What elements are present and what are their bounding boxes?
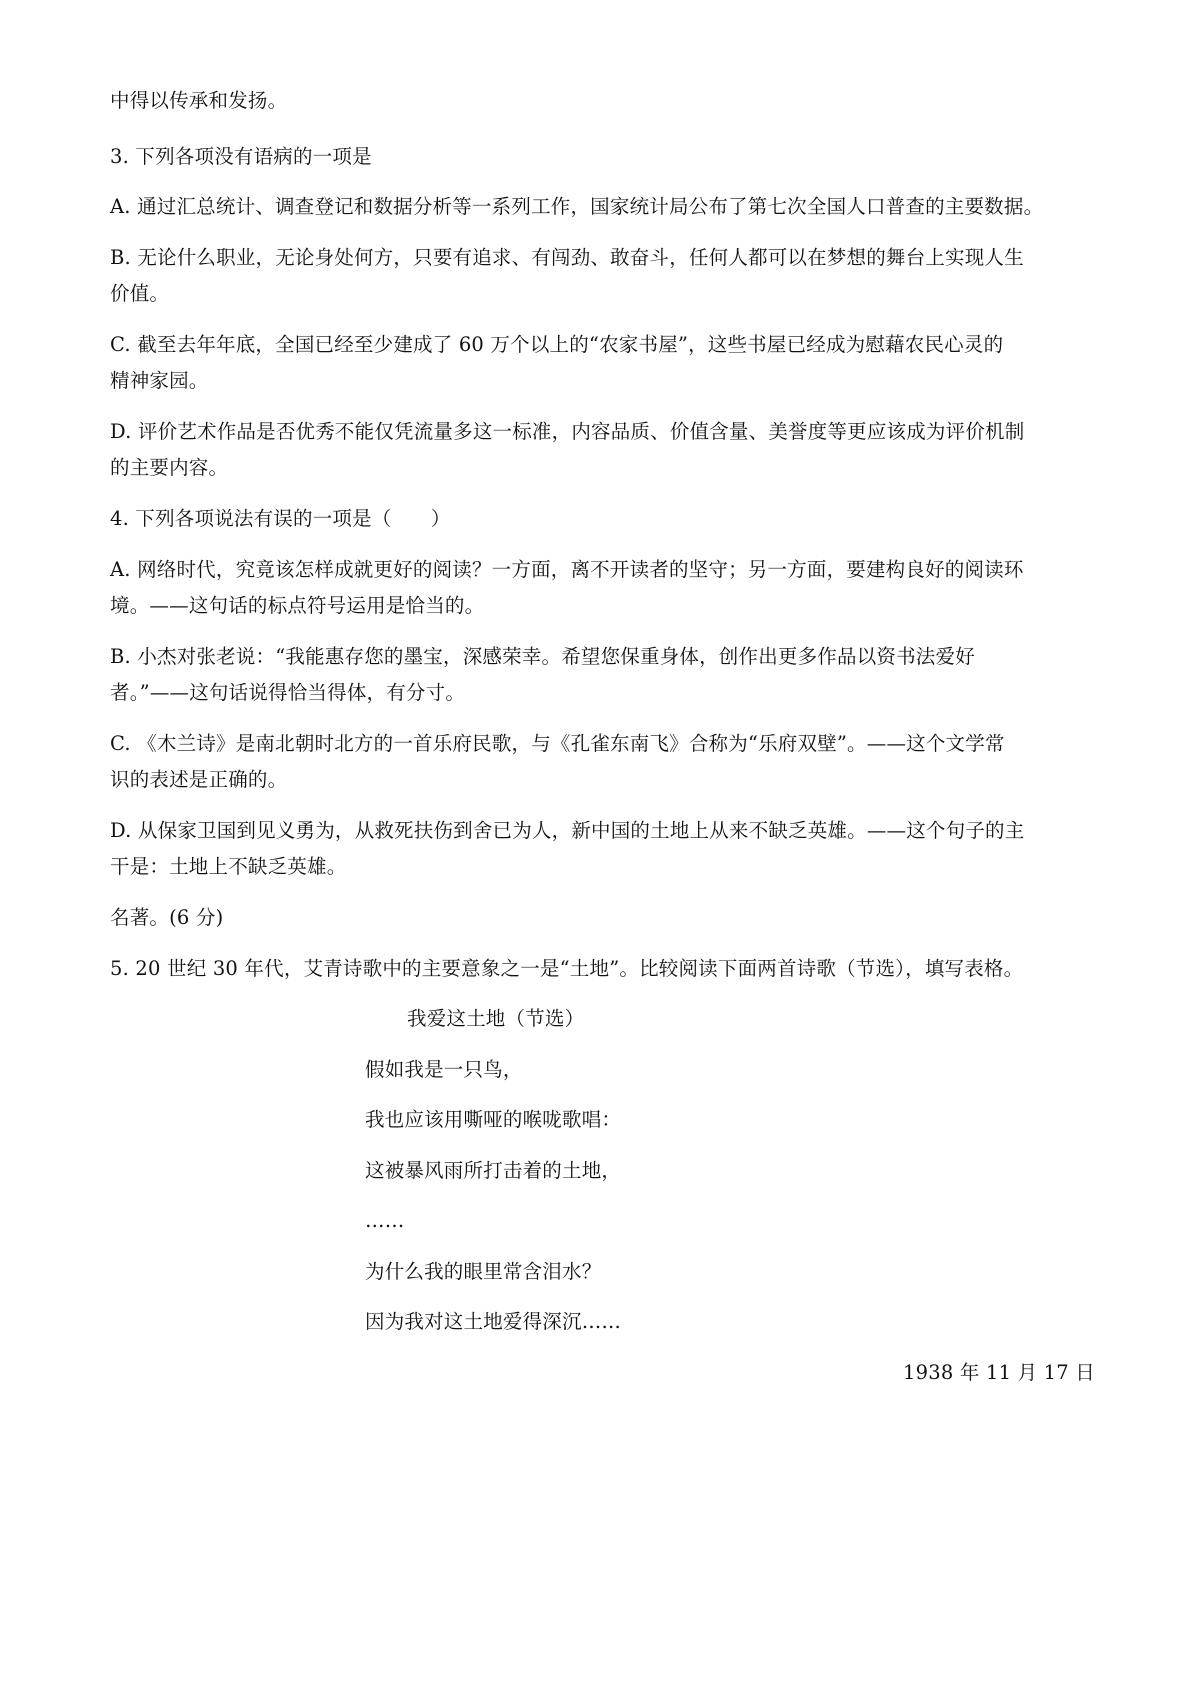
question-3-option-d-line-1: D. 评价艺术作品是否优秀不能仅凭流量多这一标准，内容品质、价值含量、美誉度等更应该成为评价机制 bbox=[110, 420, 1025, 443]
section-heading: 名著。(6 分) bbox=[110, 906, 224, 929]
question-3-option-c-line-2: 精神家园。 bbox=[110, 369, 209, 392]
poem-line: 假如我是一只鸟， bbox=[365, 1058, 523, 1081]
question-4-option-a-line-1: A. 网络时代，究竟该怎样成就更好的阅读？一方面，离不开读者的坚守；另一方面，要建构良好的阅读环 bbox=[110, 558, 1024, 581]
question-4-option-b-line-2: 者。”——这句话说得恰当得体，有分寸。 bbox=[110, 681, 466, 704]
poem-date: 1938 年 11 月 17 日 bbox=[903, 1361, 1095, 1384]
poem-line: 我也应该用嘶哑的喉咙歌唱： bbox=[365, 1108, 622, 1131]
question-3-option-a: A. 通过汇总统计、调查登记和数据分析等一系列工作，国家统计局公布了第七次全国人口普查的主要数据。 bbox=[110, 195, 1044, 218]
question-4-option-c-line-1: C. 《木兰诗》是南北朝时北方的一首乐府民歌，与《孔雀东南飞》合称为“乐府双壁”。——这个文学常 bbox=[110, 732, 1005, 755]
question-4-stem: 4. 下列各项说法有误的一项是（ ） bbox=[110, 507, 451, 530]
question-4-option-d-line-1: D. 从保家卫国到见义勇为，从救死扶伤到舍已为人，新中国的土地上从来不缺乏英雄。——这个句子的主 bbox=[110, 819, 1025, 842]
question-3-option-b-line-1: B. 无论什么职业，无论身处何方，只要有追求、有闯劲、敢奋斗，任何人都可以在梦想的舞台上实现人生 bbox=[110, 246, 1024, 269]
poem-line: …… bbox=[365, 1209, 405, 1232]
poem-title: 我爱这土地（节选） bbox=[407, 1007, 585, 1030]
question-3-option-b-line-2: 价值。 bbox=[110, 282, 170, 305]
question-4-option-a-line-2: 境。——这句话的标点符号运用是恰当的。 bbox=[110, 594, 485, 617]
question-4-option-c-line-2: 识的表述是正确的。 bbox=[110, 768, 288, 791]
question-4-option-d-line-2: 干是：土地上不缺乏英雄。 bbox=[110, 855, 347, 878]
poem-line: 为什么我的眼里常含泪水？ bbox=[365, 1260, 602, 1283]
question-3-stem: 3. 下列各项没有语病的一项是 bbox=[110, 145, 372, 168]
question-3-option-d-line-2: 的主要内容。 bbox=[110, 456, 229, 479]
intro-tail-text: 中得以传承和发扬。 bbox=[110, 89, 288, 112]
poem-line: 因为我对这土地爱得深沉…… bbox=[365, 1310, 622, 1333]
question-4-option-b-line-1: B. 小杰对张老说：“我能惠存您的墨宝，深感荣幸。希望您保重身体，创作出更多作品以资书法爱好 bbox=[110, 645, 975, 668]
poem-line: 这被暴风雨所打击着的土地， bbox=[365, 1159, 622, 1182]
question-5-stem: 5. 20 世纪 30 年代，艾青诗歌中的主要意象之一是“土地”。比较阅读下面两首诗歌（节选），填写表格。 bbox=[110, 957, 1024, 980]
question-3-option-c-line-1: C. 截至去年年底，全国已经至少建成了 60 万个以上的“农家书屋”，这些书屋已经成为慰藉农民心灵的 bbox=[110, 333, 1004, 356]
